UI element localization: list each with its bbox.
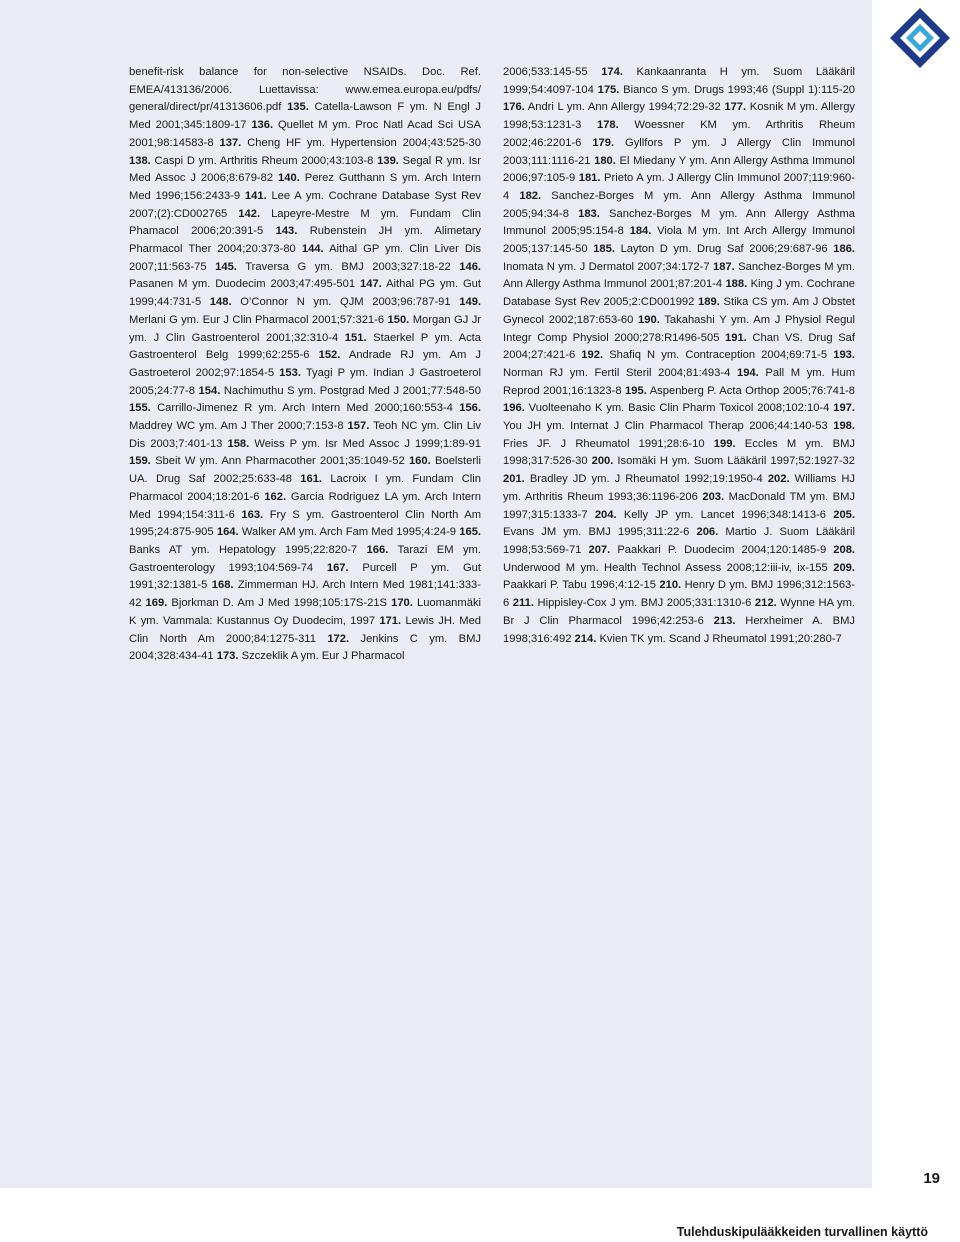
reference-number: 142. (238, 207, 261, 220)
reference-text: Tyagi P ym. Indian J Gastroeterol 2005;24:77-8 (129, 366, 481, 397)
reference-entry (217, 526, 456, 538)
reference-number: 181. (578, 172, 601, 185)
reference-number: 179. (592, 136, 615, 149)
reference-number: 137. (219, 136, 242, 149)
references-column-right (503, 64, 855, 648)
reference-text: Purcell P ym. Gut 1991;32:1381-5 (129, 561, 481, 592)
reference-number: 158. (227, 437, 250, 450)
reference-entry (217, 650, 405, 662)
reference-text: Wynne HA ym. Br J Clin Pharmacol 1996;42:253-6 (503, 597, 856, 627)
reference-text: Kosnik M ym. Allergy 1998;53:1231-3 (503, 101, 856, 132)
reference-entry (215, 261, 451, 273)
reference-number: 196. (503, 402, 525, 415)
reference-number: 214. (574, 632, 597, 645)
reference-number: 195. (625, 384, 647, 397)
reference-number: 194. (736, 366, 759, 379)
reference-entry (581, 349, 827, 361)
reference-number: 207. (588, 543, 611, 556)
reference-entry (199, 385, 481, 397)
footer-title: Tulehduskipulääkkeiden turvallinen käyttö (676, 1225, 928, 1239)
reference-number: 202. (767, 473, 790, 486)
reference-number: 188. (725, 278, 748, 291)
reference-text: Tarazi EM ym. Gastroenterology 1993;104:569-74 (129, 543, 481, 574)
reference-number: 160. (408, 455, 431, 468)
reference-text: Aspenberg P. Acta Orthop 2005;76:741-8 (649, 384, 855, 397)
reference-text: Andri L ym. Ann Allergy 1994;72:29-32 (527, 101, 721, 114)
reference-entry (129, 155, 373, 167)
reference-text: Lee A ym. Cochrane Database Syst Rev 2007;(2):CD002765 (129, 189, 481, 220)
reference-number: 136. (251, 119, 274, 132)
reference-text: Viola M ym. Int Arch Allergy Immunol 2005;137:145-50 (503, 225, 856, 256)
reference-number: 148. (209, 296, 232, 309)
reference-text: Aithal PG ym. Gut 1999;44:731-5 (129, 278, 481, 309)
reference-entry (593, 243, 827, 255)
reference-number: 187. (712, 260, 735, 273)
reference-number: 212. (754, 597, 777, 610)
reference-number: 192. (581, 349, 604, 362)
reference-number: 183. (578, 207, 600, 220)
reference-text: Hippisley-Cox J ym. BMJ 2005;331:1310-6 (537, 597, 752, 610)
reference-number: 147. (360, 278, 382, 291)
reference-text: Kelly JP ym. Lancet 1996;348:1413-6 (623, 508, 826, 521)
reference-number: 172. (327, 632, 350, 645)
reference-number: 173. (216, 650, 239, 663)
reference-text: Bianco S ym. Drugs 1993;46 (Suppl 1):115-20 (623, 83, 856, 96)
reference-number: 191. (725, 331, 747, 344)
reference-number: 185. (593, 243, 615, 256)
reference-entry (503, 473, 763, 485)
reference-number: 204. (594, 508, 617, 521)
reference-text: Kankaanranta H ym. Suom Lääkäril 1999;54:4097-104 (503, 66, 856, 96)
reference-number: 150. (387, 313, 410, 326)
reference-text: Bradley JD ym. J Rheumatol 1992;19:1950-4 (529, 473, 763, 486)
reference-entry (595, 509, 826, 521)
reference-text: Carrillo-Jimenez R ym. Arch Intern Med 2000;160:553-4 (157, 402, 453, 415)
reference-text: Inomata N ym. J Dermatol 2007;34:172-7 (503, 260, 710, 273)
reference-text: Pasanen M ym. Duodecim 2003;47:495-501 (129, 278, 356, 291)
reference-number: 184. (629, 225, 652, 238)
reference-text: Eccles M ym. BMJ 1998;317:526-30 (503, 437, 856, 468)
reference-number: 151. (344, 331, 367, 344)
reference-number: 182. (519, 189, 542, 202)
reference-number: 156. (459, 402, 481, 415)
reference-number: 167. (326, 561, 349, 574)
reference-text: Fries JF. J Rheumatol 1991;28:6-10 (503, 437, 705, 450)
reference-text: Andrade RJ ym. Am J Gastroeterol 2002;97:1854-5 (129, 349, 481, 379)
reference-number: 162. (264, 490, 287, 503)
reference-text: Jenkins C ym. BMJ 2004;328:434-41 (129, 632, 482, 663)
reference-number: 171. (379, 614, 402, 627)
reference-number: 163. (241, 508, 264, 521)
reference-entry (227, 438, 481, 450)
reference-text: You JH ym. Internat J Clin Pharmacol Therap 2006;44:140-53 (503, 420, 828, 433)
page-number: 19 (923, 1170, 940, 1187)
reference-number: 164. (216, 526, 239, 539)
reference-number: 180. (594, 154, 616, 167)
reference-number: 165. (459, 526, 482, 539)
reference-text: Takahashi Y ym. Am J Physiol Regul Integr Comp Physiol 2000;278:R1496-505 (503, 313, 856, 344)
reference-text: Segal R ym. Isr Med Assoc J 2006;8:679-82 (129, 154, 481, 185)
reference-entry (588, 544, 826, 556)
reference-entry (575, 633, 842, 645)
reference-number: 178. (596, 119, 619, 132)
reference-text: Paakkari P. Duodecim 2004;120:1485-9 (617, 543, 827, 556)
reference-number: 153. (279, 366, 301, 379)
reference-number: 208. (833, 543, 856, 556)
reference-entry (598, 84, 855, 96)
reference-number: 161. (300, 473, 323, 486)
reference-entry (210, 296, 451, 308)
reference-number: 154. (198, 384, 221, 397)
reference-number: 168. (211, 579, 234, 592)
reference-text: Prieto A ym. J Allergy Clin Immunol 2007;119:960-4 (503, 172, 856, 202)
reference-text: Rubenstein JH ym. Alimetary Pharmacol Ther 2004;20:373-80 (129, 225, 482, 256)
reference-text: Zimmerman HJ. Arch Intern Med 1981;141:333-42 (129, 579, 482, 610)
reference-number: 157. (347, 420, 370, 433)
reference-text: Vuolteenaho K ym. Basic Clin Pharm Toxicol 2008;102:10-4 (528, 402, 830, 415)
reference-number: 205. (833, 508, 855, 521)
reference-text: Williams HJ ym. Arthritis Rheum 1993;36:1196-206 (503, 473, 855, 503)
reference-number: 197. (833, 402, 856, 415)
reference-text: Sanchez-Borges M ym. Ann Allergy Asthma Immunol 2005;94:34-8 (503, 189, 855, 220)
reference-text: Perez Gutthann S ym. Arch Intern Med 1996;156:2433-9 (129, 172, 482, 202)
reference-text: Isomäki H ym. Suom Lääkäril 1997;52:1927-32 (617, 455, 856, 468)
reference-text: Staerkel P ym. Acta Gastroenterol Belg 1999;62:255-6 (129, 331, 482, 362)
reference-text: Luomanmäki K ym. Vammala: Kustannus Oy Duodecim, 1997 (129, 597, 482, 627)
reference-number: 206. (696, 526, 719, 539)
reference-text: Shafiq N ym. Contraception 2004;69:71-5 (609, 349, 828, 362)
reference-text: Maddrey WC ym. Am J Ther 2000;7:153-8 (129, 420, 344, 433)
reference-entry (503, 402, 829, 414)
reference-text: Martio J. Suom Lääkäril 1998;53:569-71 (503, 526, 856, 556)
reference-number: 170. (391, 597, 413, 610)
reference-number: 174. (601, 66, 623, 78)
reference-text: Evans JM ym. BMJ 1995;311:22-6 (503, 526, 690, 539)
reference-number: 186. (833, 243, 856, 256)
reference-entry (625, 385, 855, 397)
reference-number: 198. (833, 420, 855, 433)
reference-text: Cheng HF ym. Hypertension 2004;43:525-30 (247, 136, 482, 149)
reference-text: Stika CS ym. Am J Obstet Gynecol 2002;187:653-60 (503, 296, 855, 326)
reference-text: El Miedany Y ym. Ann Allergy Asthma Immunol 2006;97:105-9 (503, 154, 855, 185)
reference-text: Garcia Rodriguez LA ym. Arch Intern Med 1994;154:311-6 (129, 490, 482, 521)
reference-text: benefit-risk balance for non-selective NSAIDs. Doc. Ref. EMEA/413136/2006. Luettavissa: www.emea.europa.eu/pdfs/ general/direct/pr/41313606.pdf (129, 66, 481, 114)
reference-number: 176. (503, 101, 525, 114)
reference-number: 159. (129, 455, 151, 468)
reference-entry (129, 455, 405, 467)
reference-text: Fry S ym. Gastroenterol Clin North Am 1995;24:875-905 (129, 508, 482, 539)
reference-number: 135. (287, 101, 309, 114)
reference-text: Sbeit W ym. Ann Pharmacother 2001;35:1049-52 (155, 455, 405, 468)
reference-text: Merlani G ym. Eur J Clin Pharmacol 2001;57:321-6 (129, 313, 385, 326)
reference-number: 210. (659, 579, 682, 592)
reference-number: 143. (275, 225, 298, 238)
reference-text: Woessner KM ym. Arthritis Rheum 2002;46:2201-6 (503, 119, 856, 149)
reference-text: Teoh NC ym. Clin Liv Dis 2003;7:401-13 (129, 420, 482, 450)
reference-entry (129, 402, 453, 414)
reference-text: Lapeyre-Mestre M ym. Fundam Clin Phamacol 2006;20:391-5 (129, 207, 482, 238)
reference-text: O’Connor N ym. QJM 2003;96:787-91 (240, 296, 451, 309)
reference-text: Lewis JH. Med Clin North Am 2000;84:1275-311 (129, 614, 482, 645)
reference-number: 140. (278, 172, 300, 185)
reference-text: Morgan GJ Jr ym. J Clin Gastroenterol 2001;32:310-4 (129, 313, 482, 344)
reference-text: Sanchez-Borges M ym. Ann Allergy Asthma Immunol 2001;87:201-4 (503, 260, 855, 291)
reference-number: 190. (638, 313, 660, 326)
reference-text: Szczeklik A ym. Eur J Pharmacol (241, 650, 405, 663)
reference-number: 149. (459, 296, 482, 309)
reference-number: 138. (129, 154, 151, 167)
reference-text: Henry D ym. BMJ 1996;312:1563-6 (503, 579, 856, 610)
reference-text: Kvien TK ym. Scand J Rheumatol 1991;20:280-7 (599, 632, 842, 645)
reference-entry (513, 597, 752, 609)
reference-entry (592, 455, 855, 467)
reference-text: Traversa G ym. BMJ 2003;327:18-22 (245, 260, 451, 273)
reference-number: 199. (713, 437, 736, 450)
reference-entry (220, 137, 482, 149)
reference-number: 166. (366, 543, 389, 556)
references-column-left (129, 64, 481, 666)
reference-text: Chan VS. Drug Saf 2004;27:421-6 (503, 331, 855, 362)
reference-text: Sanchez-Borges M ym. Ann Allergy Asthma Immunol 2005;95:154-8 (503, 207, 856, 238)
reference-text: Gyllfors P ym. J Allergy Clin Immunol 2003;111:1116-21 (503, 136, 856, 167)
reference-text: Norman RJ ym. Fertil Steril 2004;81:493-4 (503, 366, 731, 379)
reference-number: 152. (318, 349, 341, 362)
reference-text: Walker AM ym. Arch Fam Med 1995;4:24-9 (241, 526, 457, 539)
reference-text: Nachimuthu S ym. Postgrad Med J 2001;77:548-50 (223, 384, 482, 397)
reference-number: 201. (503, 473, 525, 486)
reference-text: Layton D ym. Drug Saf 2006;29:687-96 (620, 243, 828, 256)
diamond-logo-icon (888, 6, 952, 70)
reference-text: Weiss P ym. Isr Med Assoc J 1999;1:89-91 (254, 437, 481, 450)
reference-number: 145. (215, 260, 237, 273)
reference-text: 2006;533:145-55 (503, 66, 588, 78)
reference-number: 144. (301, 243, 324, 256)
reference-entry (503, 66, 588, 78)
reference-number: 193. (833, 349, 856, 362)
reference-text: Paakkari P. Tabu 1996;4:12-15 (503, 579, 656, 592)
reference-number: 155. (129, 402, 151, 415)
reference-number: 141. (244, 189, 267, 202)
reference-number: 209. (833, 561, 855, 574)
reference-text: Herxheimer A. BMJ 1998;316:492 (503, 614, 855, 645)
reference-entry (146, 597, 388, 609)
reference-text: Pall M ym. Hum Reprod 2001;16:1323-8 (503, 366, 856, 397)
reference-number: 177. (724, 101, 747, 114)
reference-text: Underwood M ym. Health Technol Assess 2008;12:iii-iv, ix-155 (503, 561, 828, 574)
reference-entry (503, 101, 721, 113)
reference-text: MacDonald TM ym. BMJ 1997;315:1333-7 (503, 490, 856, 521)
reference-number: 146. (459, 260, 482, 273)
reference-text: Bjorkman D. Am J Med 1998;105:17S-21S (171, 597, 388, 610)
reference-text: Banks AT ym. Hepatology 1995;22:820-7 (129, 543, 358, 556)
reference-number: 169. (145, 597, 168, 610)
reference-text: Lacroix I ym. Fundam Clin Pharmacol 2004;18:201-6 (129, 473, 481, 503)
reference-number: 175. (597, 83, 620, 96)
reference-text: Quellet M ym. Proc Natl Acad Sci USA 2001;98:14583-8 (129, 119, 482, 149)
reference-text: Catella-Lawson F ym. N Engl J Med 2001;345:1809-17 (129, 101, 481, 132)
reference-number: 203. (702, 490, 725, 503)
reference-number: 213. (713, 614, 736, 627)
reference-text: Caspi D ym. Arthritis Rheum 2000;43:103-8 (154, 154, 374, 167)
reference-text: King J ym. Cochrane Database Syst Rev 2005;2:CD001992 (503, 278, 856, 309)
reference-number: 139. (377, 154, 399, 167)
reference-number: 189. (698, 296, 720, 309)
reference-text: Boelsterli UA. Drug Saf 2002;25:633-48 (129, 455, 482, 486)
reference-number: 200. (591, 455, 614, 468)
reference-number: 211. (512, 597, 534, 610)
reference-text: Aithal GP ym. Clin Liver Dis 2007;11:563-75 (129, 243, 482, 273)
